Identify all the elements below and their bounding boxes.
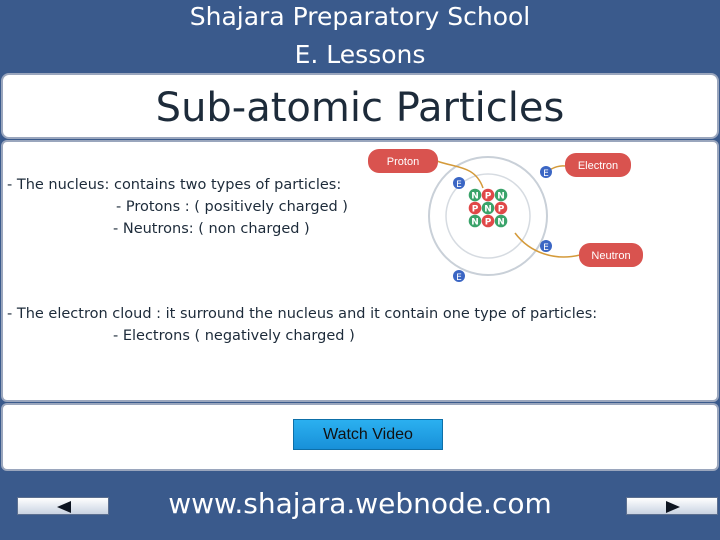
electron-label-tag [565, 153, 631, 177]
neutron-label-tag [579, 243, 643, 267]
nucleus-line [7, 175, 341, 195]
previous-button[interactable] [17, 497, 109, 515]
electrons-line: - Electrons ( negatively charged ) [113, 328, 355, 344]
atom-diagram [365, 143, 645, 293]
svg-text:N: N [484, 204, 492, 215]
title-panel [1, 73, 719, 139]
watch-video-button[interactable]: Watch Video [293, 419, 443, 450]
section-name: E. Lessons [294, 40, 426, 69]
proton-particle [482, 189, 495, 202]
svg-text:E: E [543, 243, 549, 253]
svg-text:P: P [471, 204, 479, 215]
electron-2 [540, 166, 552, 179]
svg-text:P: P [484, 217, 492, 228]
neutron-particle [482, 202, 495, 215]
svg-text:N: N [471, 217, 479, 228]
svg-text:E: E [543, 169, 549, 179]
neutron-particle [495, 189, 508, 202]
page-title: Sub-atomic Particles [155, 85, 565, 131]
electron-label: Electron [577, 160, 619, 172]
protons-line: - Protons : ( positively charged ) [116, 199, 348, 215]
electron-cloud-label: - The electron cloud : [7, 306, 162, 322]
nucleus-label: - The nucleus: [7, 177, 110, 193]
school-name: Shajara Preparatory School [189, 2, 531, 31]
neutron-particle [495, 215, 508, 228]
svg-text:N: N [497, 217, 505, 228]
electron-3 [540, 240, 552, 253]
electron-4 [453, 270, 465, 283]
proton-particle [482, 215, 495, 228]
neutrons-line: - Neutrons: ( non charged ) [113, 221, 310, 237]
neutron-particle [469, 189, 482, 202]
proton-particle [469, 202, 482, 215]
header [0, 0, 720, 76]
neutron-label: Neutron [591, 250, 631, 262]
svg-text:P: P [484, 191, 492, 202]
proton-label-tag [368, 149, 438, 173]
electron-cloud-line [7, 304, 597, 324]
next-button[interactable] [626, 497, 718, 515]
website-url[interactable]: www.shajara.webnode.com [168, 487, 552, 520]
nucleus [469, 189, 508, 228]
svg-text:N: N [497, 191, 505, 202]
svg-text:E: E [456, 180, 462, 190]
electron-cloud-text: it surround the nucleus and it contain one type of particles: [161, 306, 598, 322]
electron-1 [453, 177, 465, 190]
proton-label: Proton [386, 156, 420, 168]
neutron-particle [469, 215, 482, 228]
proton-particle [495, 202, 508, 215]
triangle-right-icon [627, 498, 719, 516]
svg-text:P: P [497, 204, 505, 215]
triangle-left-icon [18, 498, 110, 516]
nucleus-text: contains two types of particles: [109, 177, 342, 193]
svg-text:N: N [471, 191, 479, 202]
svg-text:E: E [456, 273, 462, 283]
